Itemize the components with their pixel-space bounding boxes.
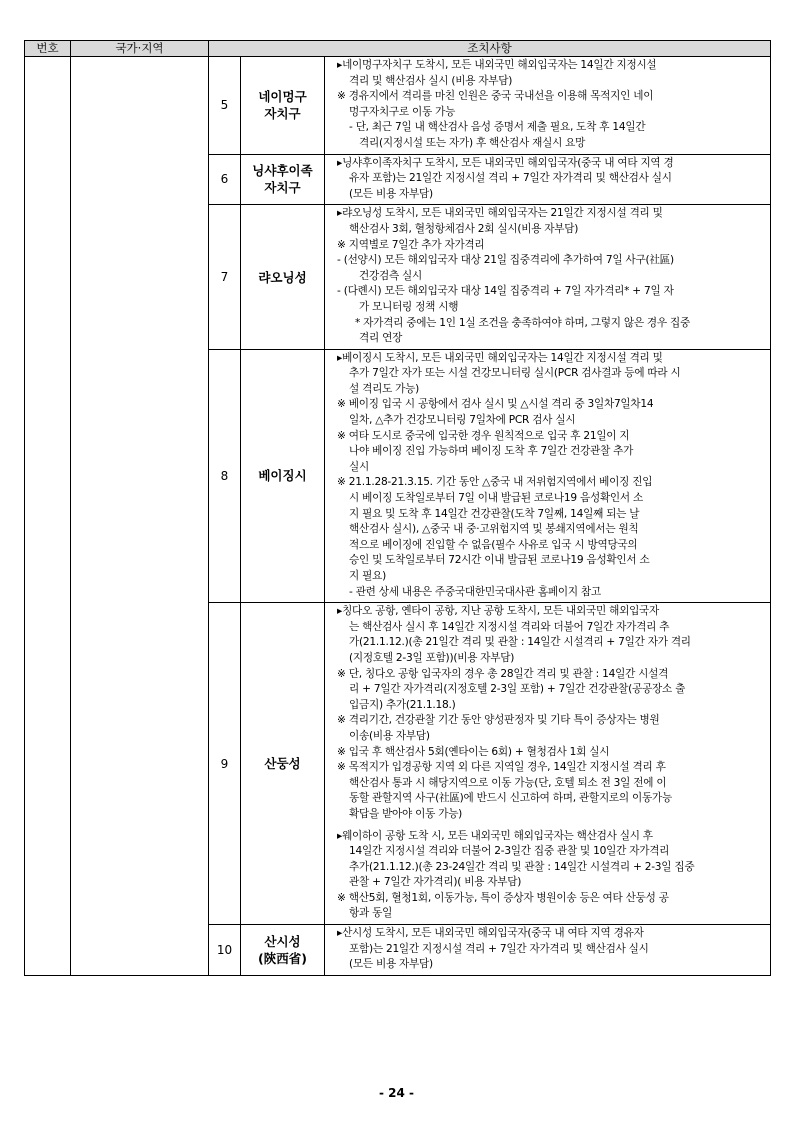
measures-table-container — [24, 40, 770, 976]
measure-line: ▸랴오닝성 도착시, 모든 내외국민 해외입국자는 21일간 지정시설 격리 및 — [337, 207, 663, 220]
measures-table — [24, 40, 771, 976]
measure-line: 설 격리도 가능) — [349, 382, 420, 395]
region-number: 8 — [209, 349, 241, 603]
region-number: 6 — [209, 154, 241, 205]
region-name: 산둥성 — [241, 603, 325, 925]
measure-line: 확답을 받아야 이동 가능) — [349, 807, 463, 820]
measure-line: 핵산검사 3회, 혈청항체검사 2회 실시(비용 자부담) — [349, 222, 579, 235]
measure-line: 동할 관할지역 사구(社區)에 반드시 신고하여 하며, 관할지로의 이동가능 — [349, 792, 672, 805]
region-measures — [325, 925, 771, 976]
measure-line: ※ 21.1.28-21.3.15. 기간 동안 △중국 내 저위험지역에서 베이징 진입 — [337, 476, 653, 489]
measure-line: 지 필요 및 도착 후 14일간 건강관찰(도착 7일째, 14일째 되는 날 — [349, 507, 640, 520]
measure-line: 격리 및 핵산검사 실시 (비용 자부담) — [349, 74, 513, 87]
page-number: - 24 - — [378, 1086, 414, 1100]
measure-line: ▸웨이하이 공항 도착 시, 모든 내외국민 해외입국자는 핵산검사 실시 후 — [337, 829, 653, 842]
region-measures — [325, 154, 771, 205]
measure-line: ※ 경유지에서 격리를 마친 인원은 중국 국내선을 이용해 목적지인 네이 — [337, 90, 654, 103]
measure-line: 가(21.1.12.)(총 21일간 격리 및 관찰 : 14일간 시설격리 + 7일간 자가 격리 — [349, 636, 691, 649]
header-number: 번호 — [25, 41, 71, 57]
region-measures — [325, 603, 771, 925]
measure-line: 건강검측 실시 — [359, 269, 423, 282]
region-name: 베이징시 — [241, 349, 325, 603]
table-header-row — [25, 41, 771, 57]
region-name: 닝샤후이족 자치구 — [241, 154, 325, 205]
measure-line: 관찰 + 7일간 자가격리)( 비용 자부담) — [349, 876, 522, 889]
measure-line: * 자가격리 중에는 1인 1실 조건을 충족하여야 하며, 그렇지 않은 경우 집중 — [355, 316, 690, 329]
measure-line: 14일간 지정시설 격리와 더불어 2-3일간 집중 관찰 및 10일간 자가격리 — [349, 845, 670, 858]
measure-line: ▸네이멍구자치구 도착시, 모든 내외국민 해외입국자는 14일간 지정시설 — [337, 59, 657, 71]
measure-line: 입금지) 추가(21.1.18.) — [349, 698, 456, 711]
measure-line: ▸산시성 도착시, 모든 내외국민 해외입국자(중국 내 여타 지역 경유자 — [337, 927, 644, 940]
region-measures — [325, 57, 771, 155]
measure-line: ▸베이징시 도착시, 모든 내외국민 해외입국자는 14일간 지정시설 격리 및 — [337, 351, 663, 364]
measure-line: 는 핵산검사 실시 후 14일간 지정시설 격리와 더불어 7일간 자가격리 추 — [349, 620, 670, 633]
header-measures: 조치사항 — [209, 41, 771, 57]
region-measures — [325, 205, 771, 349]
measure-line: 멍구자치구로 이동 가능 — [349, 105, 456, 118]
measure-line: - 관련 상세 내용은 주중국대한민국대사관 홈페이지 참고 — [349, 585, 601, 598]
region-number: 5 — [209, 57, 241, 155]
measure-line: ※ 베이징 입국 시 공항에서 검사 실시 및 △시설 격리 중 3일차7일차14 — [337, 398, 654, 411]
measure-line: 항과 동일 — [349, 907, 393, 920]
measure-line: 가 모니터링 정책 시행 — [359, 300, 459, 313]
measure-line: 포함)는 21일간 지정시설 격리 + 7일간 자가격리 및 핵산검사 실시 — [349, 942, 649, 955]
region-name: 네이멍구 자치구 — [241, 57, 325, 155]
measure-line: (모든 비용 자부담) — [349, 958, 433, 971]
table-row — [25, 57, 771, 155]
measure-line: ※ 격리기간, 건강관찰 기간 동안 양성판정자 및 기타 특이 증상자는 병원 — [337, 714, 660, 727]
measure-line: (모든 비용 자부담) — [349, 187, 433, 200]
measure-line: ▸칭다오 공항, 옌타이 공항, 지난 공항 도착시, 모든 내외국민 해외입국자 — [337, 605, 660, 618]
measure-line: 나야 베이징 진입 가능하며 베이징 도착 후 7일간 건강관찰 추가 — [349, 445, 634, 458]
region-number: 10 — [209, 925, 241, 976]
region-name: 산시성 (陝西省) — [241, 925, 325, 976]
measure-line: 지 필요) — [349, 570, 386, 582]
measure-line: 추가(21.1.12.)(총 23-24일간 격리 및 관찰 : 14일간 시설격리 + 2-3일 집중 — [349, 860, 695, 873]
measure-line: 실시 — [349, 460, 369, 473]
measure-line: ※ 핵산5회, 혈청1회, 이동가능, 특이 증상자 병원이송 등은 여타 산둥성 공 — [337, 891, 669, 904]
region-number: 7 — [209, 205, 241, 349]
region-measures — [325, 349, 771, 603]
measure-line: 이송(비용 자부담) — [349, 729, 430, 742]
measure-line: ▸닝샤후이족자치구 도착시, 모든 내외국민 해외입국자(중국 내 여타 지역 경 — [337, 156, 674, 169]
measure-line: - (다롄시) 모든 해외입국자 대상 14일 집중격리 + 7일 자가격리* + 7일 자 — [337, 285, 674, 298]
number-cell-empty — [25, 57, 71, 976]
measure-line: 핵산검사 실시), △중국 내 중·고위험지역 및 봉쇄지역에서는 원칙 — [349, 523, 639, 536]
measure-line: (지정호텔 2-3일 포함))(비용 자부담) — [349, 651, 515, 664]
header-country-region: 국가·지역 — [71, 41, 209, 57]
measure-line: 시 베이징 도착일로부터 7일 이내 발급된 코로나19 음성확인서 소 — [349, 492, 643, 505]
measure-line: 승인 및 도착일로부터 72시간 이내 발급된 코로나19 음성확인서 소 — [349, 554, 650, 567]
measure-line: ※ 지역별로 7일간 추가 자가격리 — [337, 238, 485, 251]
measure-line: 리 + 7일간 자가격리(지정호텔 2-3일 포함) + 7일간 건강관찰(공공장소 출 — [349, 683, 686, 696]
measure-line: 추가 7일간 자가 또는 시설 건강모니터링 실시(PCR 검사결과 등에 따라 시 — [349, 367, 681, 380]
measure-line: - (선양시) 모든 해외입국자 대상 21일 집중격리에 추가하여 7일 사구(社區) — [337, 254, 674, 267]
measure-line: ※ 목적지가 입경공항 지역 외 다른 지역일 경우, 14일간 지정시설 격리 후 — [337, 761, 666, 774]
measure-line: 핵산검사 통과 시 해당지역으로 이동 가능(단, 호텔 퇴소 전 3일 전에 이 — [349, 776, 667, 789]
measure-line: ※ 단, 칭다오 공항 입국자의 경우 총 28일간 격리 및 관찰 : 14일간 시설격 — [337, 667, 669, 680]
measure-line: 적으로 베이징에 진입할 수 없음(필수 사유로 입국 시 방역당국의 — [349, 538, 638, 551]
measure-line: 유자 포함)는 21일간 지정시설 격리 + 7일간 자가격리 및 핵산검사 실시 — [349, 172, 672, 185]
measure-line: 격리 연장 — [359, 332, 403, 345]
country-cell-china — [71, 57, 209, 976]
region-name: 랴오닝성 — [241, 205, 325, 349]
region-number: 9 — [209, 603, 241, 925]
measure-line: 격리(지정시설 또는 자가) 후 핵산검사 재실시 요망 — [359, 136, 586, 149]
measure-line: ※ 입국 후 핵산검사 5회(옌타이는 6회) + 혈청검사 1회 실시 — [337, 745, 610, 758]
measure-line: 일차, △추가 건강모니터링 7일차에 PCR 검사 실시 — [349, 414, 576, 427]
measure-line: - 단, 최근 7일 내 핵산검사 음성 증명서 제출 필요, 도착 후 14일간 — [349, 121, 646, 134]
measure-line: ※ 여타 도시로 중국에 입국한 경우 원칙적으로 입국 후 21일이 지 — [337, 429, 630, 442]
